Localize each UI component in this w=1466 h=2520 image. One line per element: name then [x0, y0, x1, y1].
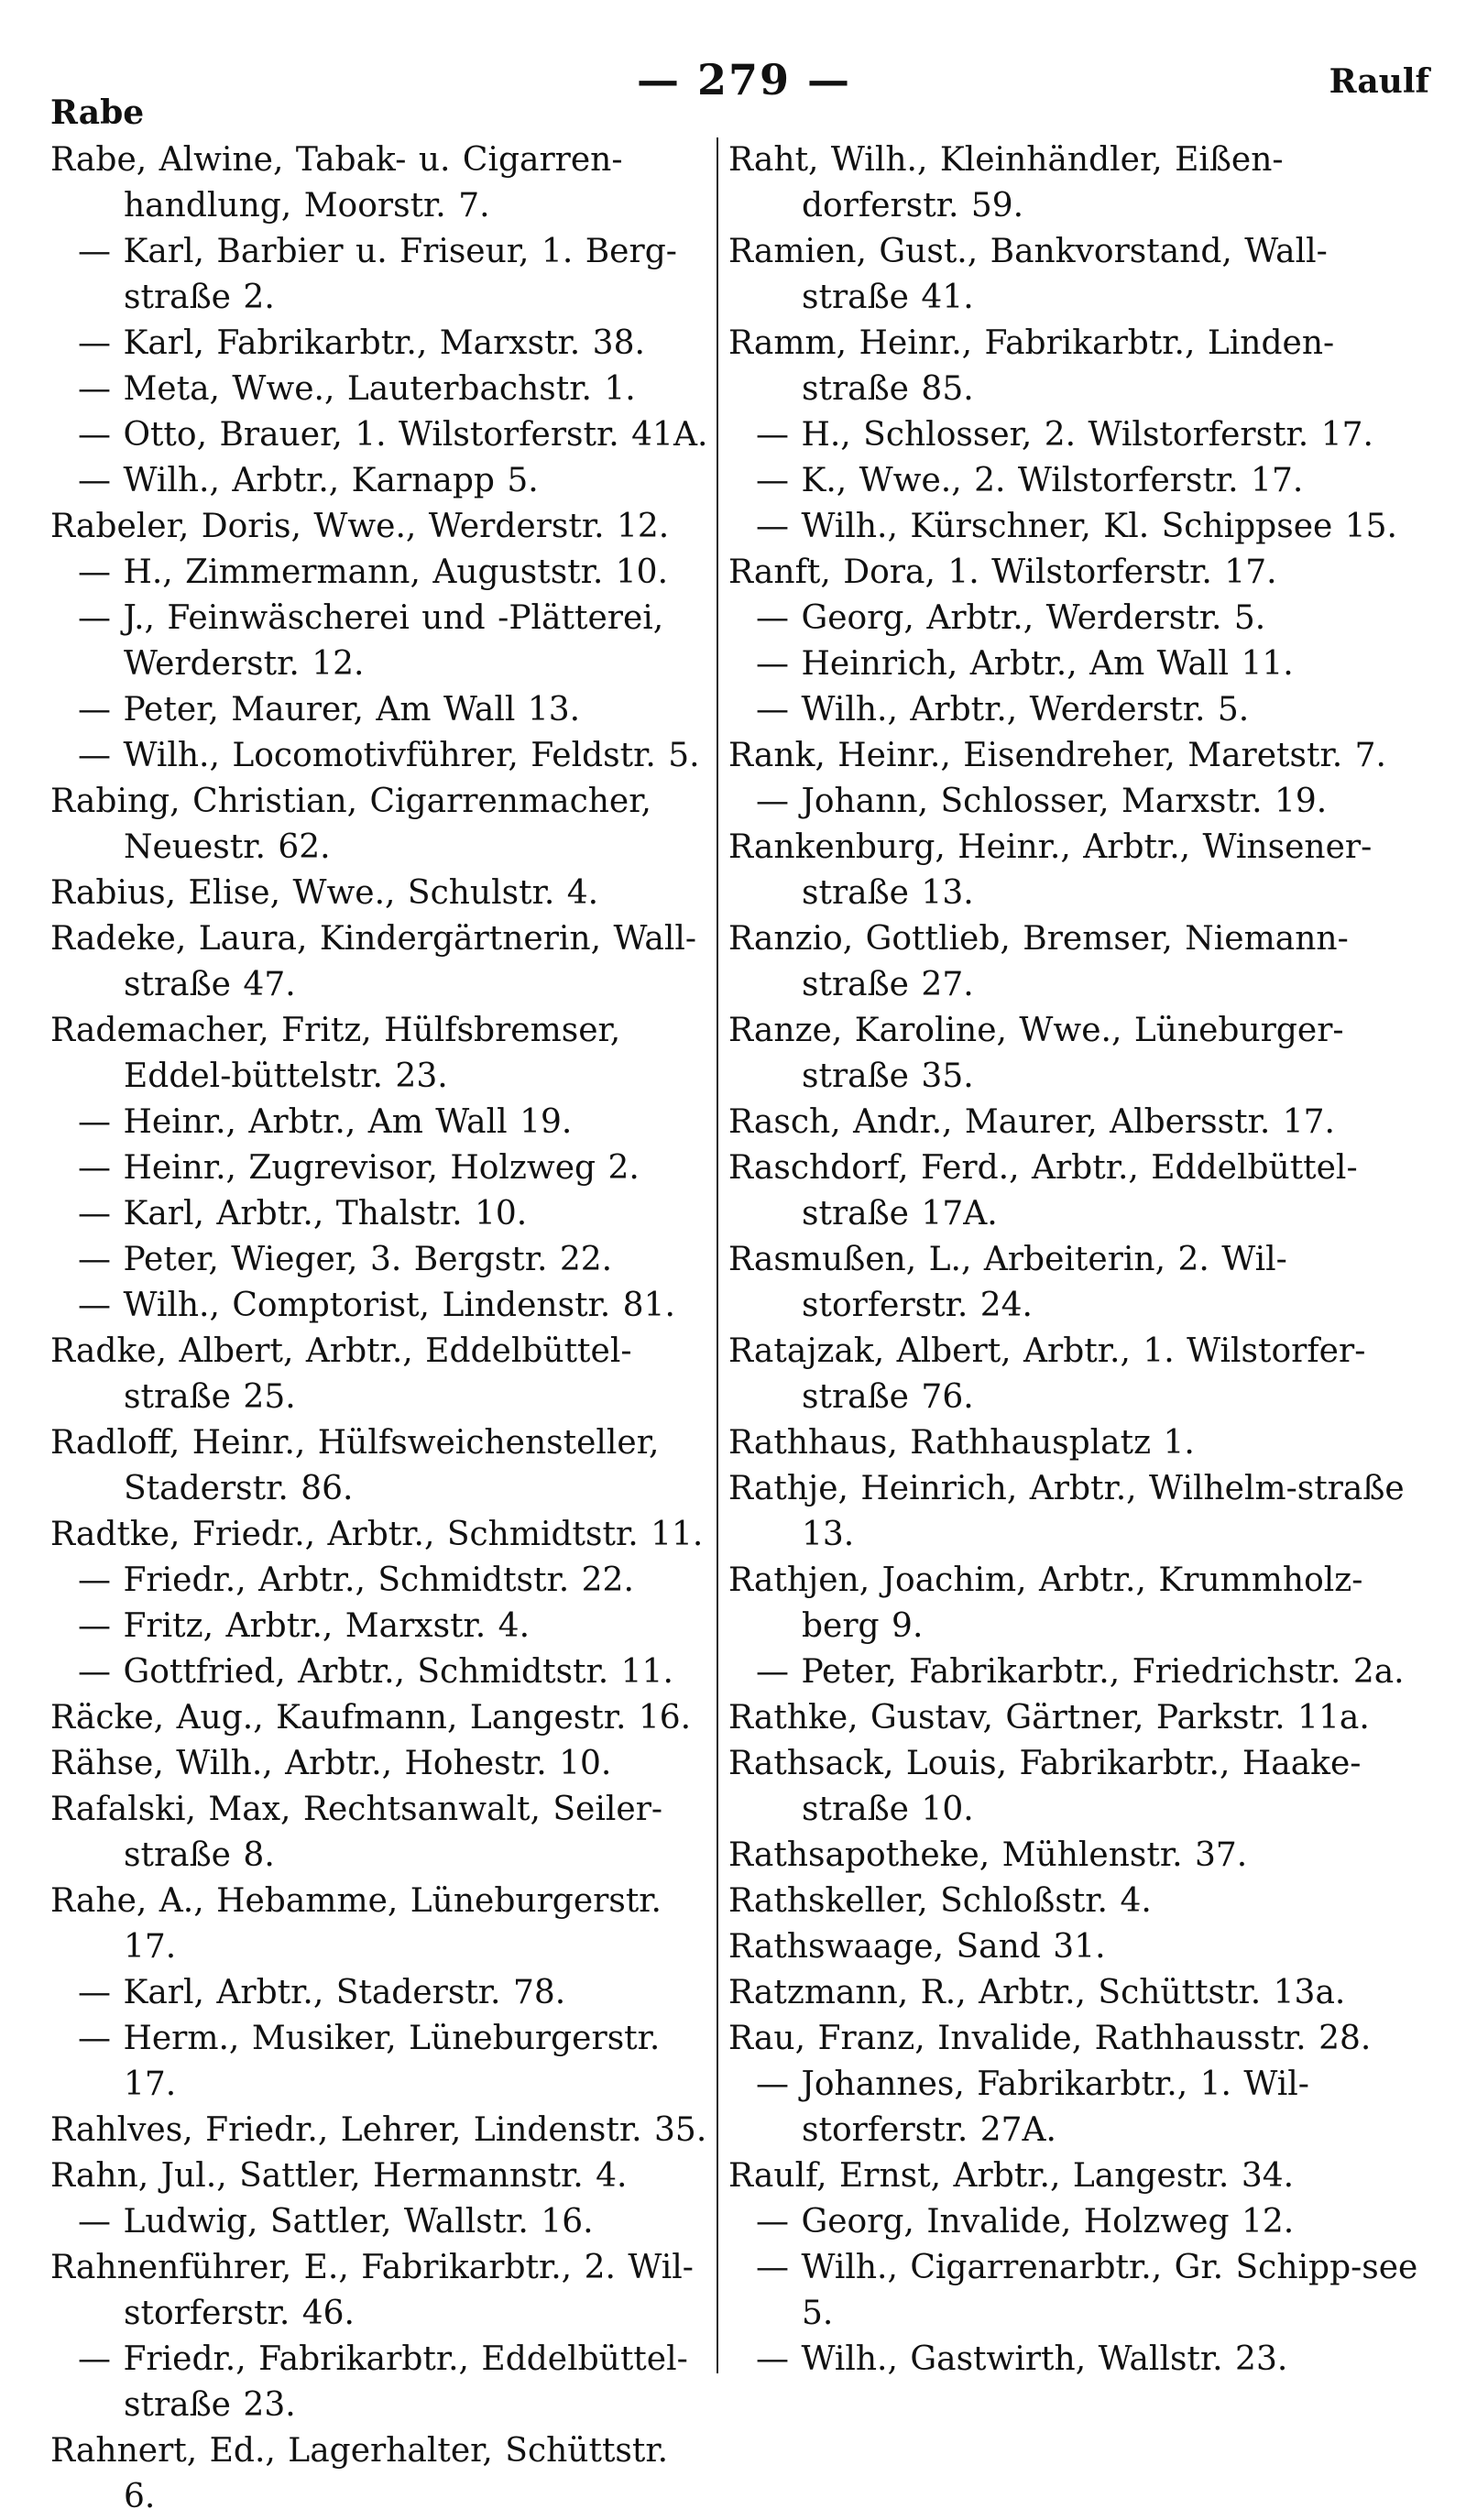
directory-entry: Rank, Heinr., Eisendreher, Maretstr. 7. [728, 737, 1386, 774]
directory-entry: — Wilh., Arbtr., Karnapp 5. [78, 462, 539, 499]
directory-entry: — Johannes, Fabrikarbtr., 1. Wil-storferstr. 27A. [756, 2065, 1309, 2149]
directory-entry: Ranze, Karoline, Wwe., Lüneburger-straße 35. [728, 1012, 1344, 1095]
directory-entry: Rahnenführer, E., Fabrikarbtr., 2. Wil-storferstr. 46. [50, 2249, 694, 2332]
directory-entry: — Wilh., Gastwirth, Wallstr. 23. [756, 2340, 1288, 2378]
directory-entry: — Wilh., Kürschner, Kl. Schippsee 15. [756, 508, 1397, 545]
directory-entry: Rathje, Heinrich, Arbtr., Wilhelm-straße 13. [728, 1470, 1405, 1553]
directory-entry: Rathhaus, Rathhausplatz 1. [728, 1424, 1195, 1462]
directory-entry: Rabe, Alwine, Tabak- u. Cigarren-handlung, Moorstr. 7. [50, 141, 623, 225]
directory-entry: — Wilh., Arbtr., Werderstr. 5. [756, 691, 1250, 729]
directory-entry: — Peter, Wieger, 3. Bergstr. 22. [78, 1241, 613, 1278]
directory-entry: — Peter, Maurer, Am Wall 13. [78, 691, 581, 729]
directory-entry: Raht, Wilh., Kleinhändler, Eißen-dorferstr. 59. [728, 141, 1284, 225]
directory-entry: Raschdorf, Ferd., Arbtr., Eddelbüttel-straße 17A. [728, 1149, 1358, 1233]
directory-entry: Ratajzak, Albert, Arbtr., 1. Wilstorfer-straße 76. [728, 1332, 1366, 1416]
column-divider [717, 137, 718, 2373]
left-column [50, 137, 710, 2515]
directory-entry: Rahlves, Friedr., Lehrer, Lindenstr. 35. [50, 2111, 707, 2149]
directory-entry: — Heinr., Zugrevisor, Holzweg 2. [78, 1149, 640, 1187]
directory-entry: Rabeler, Doris, Wwe., Werderstr. 12. [50, 508, 670, 545]
directory-entry: Rathsapotheke, Mühlenstr. 37. [728, 1836, 1248, 1874]
directory-entry: Rähse, Wilh., Arbtr., Hohestr. 10. [50, 1745, 612, 1782]
directory-entry: — Georg, Invalide, Holzweg 12. [756, 2203, 1295, 2241]
right-column [728, 137, 1434, 2410]
directory-entry: Rafalski, Max, Rechtsanwalt, Seiler-straße 8. [50, 1791, 663, 1874]
directory-entry: — Wilh., Comptorist, Lindenstr. 81. [78, 1287, 675, 1324]
directory-entry: — Friedr., Arbtr., Schmidtstr. 22. [78, 1561, 634, 1599]
directory-entry: Radeke, Laura, Kindergärtnerin, Wall-straße 47. [50, 920, 697, 1003]
directory-entry: — Meta, Wwe., Lauterbachstr. 1. [78, 370, 636, 408]
directory-entry: Rasch, Andr., Maurer, Albersstr. 17. [728, 1103, 1335, 1141]
directory-entry: Rasmußen, L., Arbeiterin, 2. Wil-storferstr. 24. [728, 1241, 1287, 1324]
directory-entry: — Ludwig, Sattler, Wallstr. 16. [78, 2203, 594, 2241]
directory-entry: Ramien, Gust., Bankvorstand, Wall-straße 41. [728, 233, 1328, 316]
header-left-catchword: Rabe [50, 93, 145, 132]
directory-entry: — Friedr., Fabrikarbtr., Eddelbüttel-straße 23. [78, 2340, 688, 2424]
directory-entry: — Wilh., Locomotivführer, Feldstr. 5. [78, 737, 700, 774]
directory-entry: — Karl, Barbier u. Friseur, 1. Berg-straße 2. [78, 233, 677, 316]
directory-entry: — Georg, Arbtr., Werderstr. 5. [756, 599, 1266, 637]
directory-entry: Radtke, Friedr., Arbtr., Schmidtstr. 11. [50, 1516, 704, 1553]
directory-entry: Rahe, A., Hebamme, Lüneburgerstr. 17. [50, 1882, 662, 1966]
directory-entry: — J., Feinwäscherei und -Plätterei, Werderstr. 12. [78, 599, 664, 683]
directory-entry: Ratzmann, R., Arbtr., Schüttstr. 13a. [728, 1974, 1346, 2011]
directory-entry: Rathjen, Joachim, Arbtr., Krummholz-berg 9. [728, 1561, 1363, 1645]
directory-entry: Rabius, Elise, Wwe., Schulstr. 4. [50, 874, 599, 912]
directory-entry: — Gottfried, Arbtr., Schmidtstr. 11. [78, 1653, 673, 1691]
page-number: — 279 — [637, 55, 852, 104]
directory-entry: — K., Wwe., 2. Wilstorferstr. 17. [756, 462, 1304, 499]
directory-entry: Rahn, Jul., Sattler, Hermannstr. 4. [50, 2157, 628, 2195]
directory-entry: Rademacher, Fritz, Hülfsbremser, Eddel-büttelstr. 23. [50, 1012, 621, 1095]
directory-entry: Raulf, Ernst, Arbtr., Langestr. 34. [728, 2157, 1295, 2195]
directory-entry: — Otto, Brauer, 1. Wilstorferstr. 41A. [78, 416, 708, 454]
directory-entry: Rathsack, Louis, Fabrikarbtr., Haake-straße 10. [728, 1745, 1362, 1828]
directory-entry: — H., Schlosser, 2. Wilstorferstr. 17. [756, 416, 1373, 454]
directory-entry: — Karl, Arbtr., Staderstr. 78. [78, 1974, 566, 2011]
directory-entry: Rahnert, Ed., Lagerhalter, Schüttstr. 6. [50, 2432, 669, 2515]
directory-entry: — Wilh., Cigarrenarbtr., Gr. Schipp-see 5. [756, 2249, 1418, 2332]
directory-entry: Ranft, Dora, 1. Wilstorferstr. 17. [728, 553, 1277, 591]
page-header [50, 55, 1429, 132]
directory-entry: — H., Zimmermann, Auguststr. 10. [78, 553, 669, 591]
directory-entry: — Herm., Musiker, Lüneburgerstr. 17. [78, 2020, 661, 2103]
directory-entry: Rathswaage, Sand 31. [728, 1928, 1106, 1966]
directory-entry: Rau, Franz, Invalide, Rathhausstr. 28. [728, 2020, 1372, 2057]
directory-entry: Ramm, Heinr., Fabrikarbtr., Linden-straße 85. [728, 324, 1335, 408]
header-right-catchword: Raulf [1329, 62, 1429, 101]
directory-entry: — Johann, Schlosser, Marxstr. 19. [756, 783, 1328, 820]
directory-entry: Ranzio, Gottlieb, Bremser, Niemann-straße 27. [728, 920, 1349, 1003]
directory-entry: — Karl, Fabrikarbtr., Marxstr. 38. [78, 324, 645, 362]
directory-entry: — Heinr., Arbtr., Am Wall 19. [78, 1103, 573, 1141]
directory-entry: — Fritz, Arbtr., Marxstr. 4. [78, 1607, 531, 1645]
directory-entry: Räcke, Aug., Kaufmann, Langestr. 16. [50, 1699, 692, 1737]
directory-entry: Rabing, Christian, Cigarrenmacher, Neuestr. 62. [50, 783, 651, 866]
directory-entry: — Karl, Arbtr., Thalstr. 10. [78, 1195, 528, 1233]
directory-entry: — Peter, Fabrikarbtr., Friedrichstr. 2a. [756, 1653, 1405, 1691]
directory-entry: Rathke, Gustav, Gärtner, Parkstr. 11a. [728, 1699, 1370, 1737]
directory-entry: Radke, Albert, Arbtr., Eddelbüttel-straße 25. [50, 1332, 632, 1416]
directory-entry: Radloff, Heinr., Hülfsweichensteller, Staderstr. 86. [50, 1424, 660, 1507]
directory-entry: Rankenburg, Heinr., Arbtr., Winsener-straße 13. [728, 828, 1373, 912]
directory-entry: Rathskeller, Schloßstr. 4. [728, 1882, 1152, 1920]
directory-entry: — Heinrich, Arbtr., Am Wall 11. [756, 645, 1294, 683]
